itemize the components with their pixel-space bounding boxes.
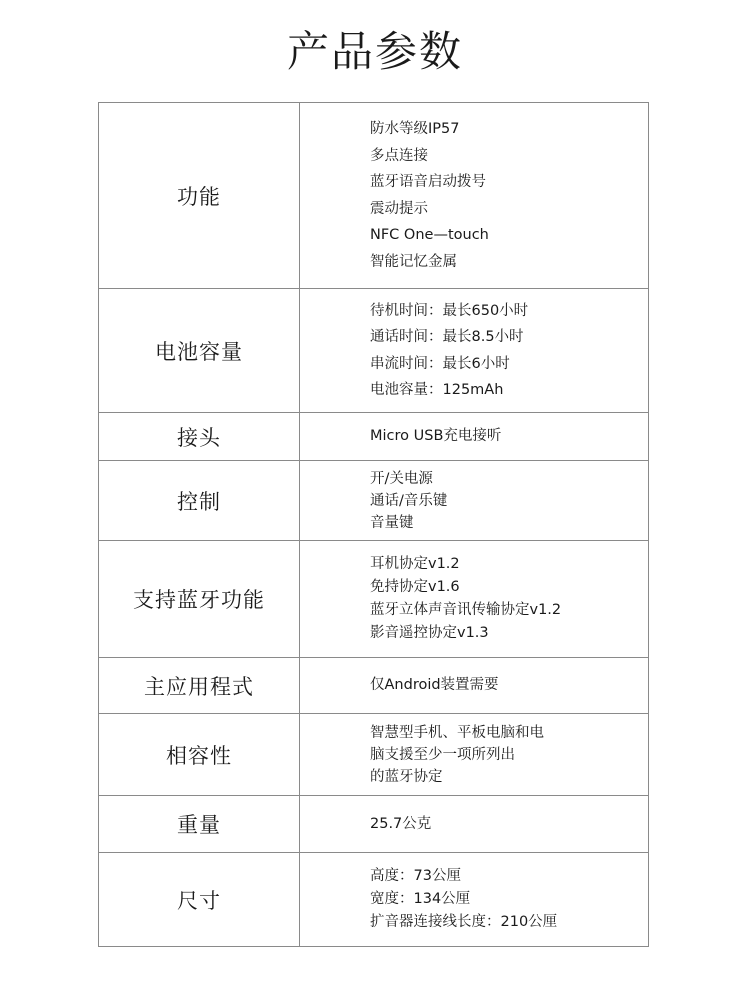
row-values: [300, 658, 649, 714]
row-values: [300, 714, 649, 796]
value-line: 耳机协定v1.2: [370, 556, 460, 572]
row-label: 尺寸: [99, 853, 300, 947]
value-line: 高度：73公厘: [370, 868, 461, 884]
row-label: 支持蓝牙功能: [99, 541, 300, 658]
table-row: [99, 658, 649, 714]
value-line: 蓝牙立体声音讯传输协定v1.2: [370, 602, 562, 618]
value-line: 扩音器连接线长度：210公厘: [370, 914, 558, 930]
row-label: 重量: [99, 796, 300, 853]
row-label: 相容性: [99, 714, 300, 796]
value-line: 25.7公克: [370, 815, 432, 832]
row-label: 控制: [99, 461, 300, 541]
table-row: [99, 796, 649, 853]
table-row: [99, 714, 649, 796]
row-values: [300, 853, 649, 947]
row-label: 功能: [99, 103, 300, 289]
page-title: 产品参数: [286, 27, 463, 76]
row-label: 电池容量: [99, 289, 300, 413]
row-values: [300, 103, 649, 289]
value-line: 串流时间：最长6小时: [370, 355, 510, 372]
value-line: 智能记忆金属: [370, 253, 457, 270]
value-line: 震动提示: [370, 200, 428, 217]
table-row: [99, 289, 649, 413]
row-label: 主应用程式: [99, 658, 300, 714]
row-values: [300, 541, 649, 658]
value-line: 音量键: [370, 514, 414, 531]
table-row: [99, 461, 649, 541]
value-line: 蓝牙语音启动拨号: [370, 174, 486, 190]
value-line: 仅Android装置需要: [370, 677, 499, 694]
row-values: [300, 289, 649, 413]
value-line: Micro USB充电接听: [370, 428, 502, 445]
value-line: 脑支援至少一项所列出: [370, 746, 515, 763]
row-label: 接头: [99, 413, 300, 461]
value-line: 免持协定v1.6: [370, 579, 460, 595]
table-row: [99, 103, 649, 289]
spec-table: [98, 102, 649, 947]
row-values: [300, 796, 649, 853]
row-values: [300, 413, 649, 461]
value-line: 开/关电源: [370, 470, 433, 487]
value-line: 防水等级IP57: [370, 121, 460, 137]
value-line: 的蓝牙协定: [370, 768, 443, 785]
value-line: 通话/音乐键: [370, 492, 448, 509]
table-row: [99, 853, 649, 947]
value-line: 宽度：134公厘: [370, 891, 471, 907]
value-line: 影音遥控协定v1.3: [370, 625, 489, 641]
value-line: 通话时间：最长8.5小时: [370, 329, 524, 345]
value-line: 待机时间：最长650小时: [370, 302, 529, 319]
table-row: [99, 541, 649, 658]
value-line: 智慧型手机、平板电脑和电: [370, 724, 544, 741]
table-row: [99, 413, 649, 461]
value-line: NFC One—touch: [370, 227, 489, 243]
value-line: 电池容量：125mAh: [370, 382, 504, 398]
row-values: [300, 461, 649, 541]
value-line: 多点连接: [370, 147, 428, 164]
